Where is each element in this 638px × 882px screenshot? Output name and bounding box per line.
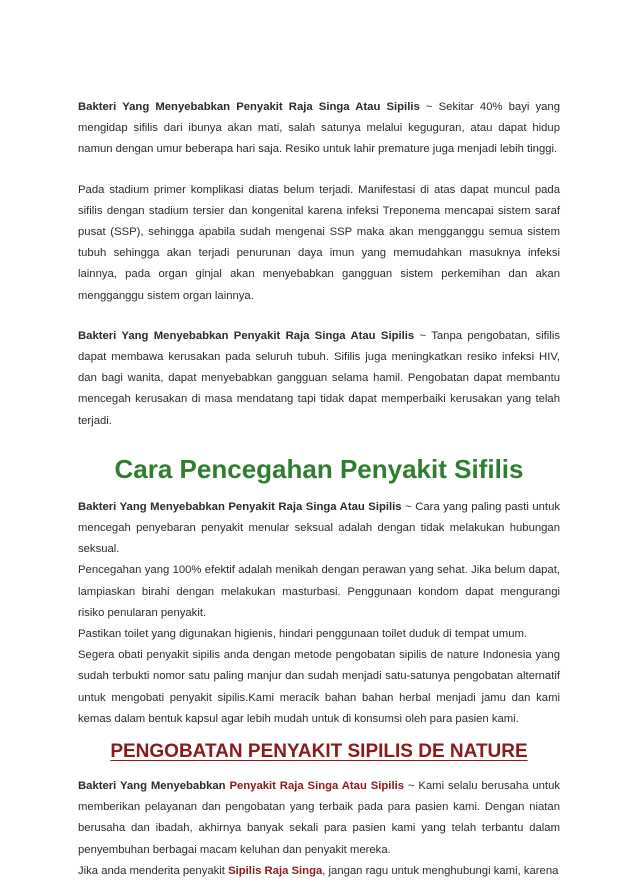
paragraph-9-text-2: , jangan ragu untuk menghubungi kami, karena	[322, 864, 559, 877]
heading-cara-pencegahan: Cara Pencegahan Penyakit Sifilis	[114, 453, 524, 484]
paragraph-8-red-link[interactable]: Penyakit Raja Singa Atau Sipilis	[229, 780, 405, 793]
paragraph-4-text: ~ Cara yang paling pasti untuk mencegah penyebaran penyakit menular seksual adalah dengan tidak melakukan hubungan seksual.	[78, 500, 560, 556]
paragraph-9-red-link[interactable]: Sipilis Raja Singa	[228, 864, 323, 877]
paragraph-2	[78, 180, 560, 307]
paragraph-1-text: ~ Sekitar 40% bayi yang mengidap sifilis dari ibunya akan mati, salah satunya melalui keguguran, atau dapat hidup namun dengan umur beberapa hari saja. Resiko untuk lahir premature juga menjadi lebih tinggi.	[78, 101, 561, 156]
paragraph-4-bold: Bakteri Yang Menyebabkan Penyakit Raja Singa Atau Sipilis	[78, 500, 402, 513]
paragraph-7	[78, 645, 560, 730]
paragraph-5-text: Pencegahan yang 100% efektif adalah menikah dengan perawan yang sehat. Jika belum dapat, lampiaskan birahi dengan melakukan masturbasi. Penggunaan kondom dapat mengurangi risiko penularan penyakit.	[78, 564, 560, 619]
paragraph-5	[78, 560, 560, 624]
paragraph-3	[78, 326, 560, 432]
paragraph-8-bold: Bakteri Yang Menyebabkan	[78, 780, 226, 793]
paragraph-7-text: Segera obati penyakit sipilis anda dengan metode pengobatan sipilis de nature Indonesia yang sudah terbukti nomor satu paling manjur dan sudah menjadi satu-satunya pengobatan alternatif untuk mengobati penyakit sipilis.Kami meracik bahan bahan herbal menjadi jamu dan kami kemas dalam bentuk kapsul agar lebih mudah untuk di konsumsi oleh para pasien kami.	[78, 649, 560, 725]
heading-pengobatan: PENGOBATAN PENYAKIT SIPILIS DE NATURE	[110, 741, 528, 763]
paragraph-6	[78, 624, 560, 645]
paragraph-1-bold: Bakteri Yang Menyebabkan Penyakit Raja Singa Atau Sipilis	[78, 101, 420, 113]
paragraph-8-text: ~ Kami selalu berusaha untuk memberikan pelayanan dan pengobatan yang terbaik pada para pasien kami. Dengan niatan berusaha dan ibadah, akhirnya banyak sekali para pasien kami yang telah terbantu dalam penyembuhan berbagai macam keluhan dan penyakit mereka.	[78, 780, 560, 856]
paragraph-3-text: ~ Tanpa pengobatan, sifilis dapat membawa kerusakan pada seluruh tubuh. Sifilis juga meningkatkan resiko infeksi HIV, dan bagi wanita, dapat menyebabkan gangguan selama hamil. Pengobatan dapat membantu mencegah kerusakan di masa mendatang tapi tidak dapat memperbaiki kerusakan yang telah terjadi.	[78, 329, 560, 427]
paragraph-3-bold: Bakteri Yang Menyebabkan Penyakit Raja Singa Atau Sipilis	[78, 329, 415, 342]
paragraph-8	[78, 776, 560, 861]
paragraph-2-text: Pada stadium primer komplikasi diatas belum terjadi. Manifestasi di atas dapat muncul pada sifilis dengan stadium tersier dan kongenital karena infeksi Treponema mencapai sistem saraf pusat (SSP), sehingga apabila sudah mengenai SSP maka akan mengganggu semua sistem tubuh sehingga akan terjadi penurunan daya imun yang memudahkan masuknya infeksi lainnya, pada organ ginjal akan menyebabkan gangguan sistem perkemihan dan akan mengganggu sistem organ lainnya.	[78, 183, 560, 302]
paragraph-9-text-1: Jika anda menderita penyakit	[78, 864, 229, 877]
paragraph-1	[78, 97, 560, 161]
paragraph-4	[78, 497, 560, 561]
paragraph-9	[78, 861, 560, 882]
paragraph-6-text: Pastikan toilet yang digunakan higienis, hindari penggunaan toilet duduk di tempat umum.	[78, 628, 528, 641]
